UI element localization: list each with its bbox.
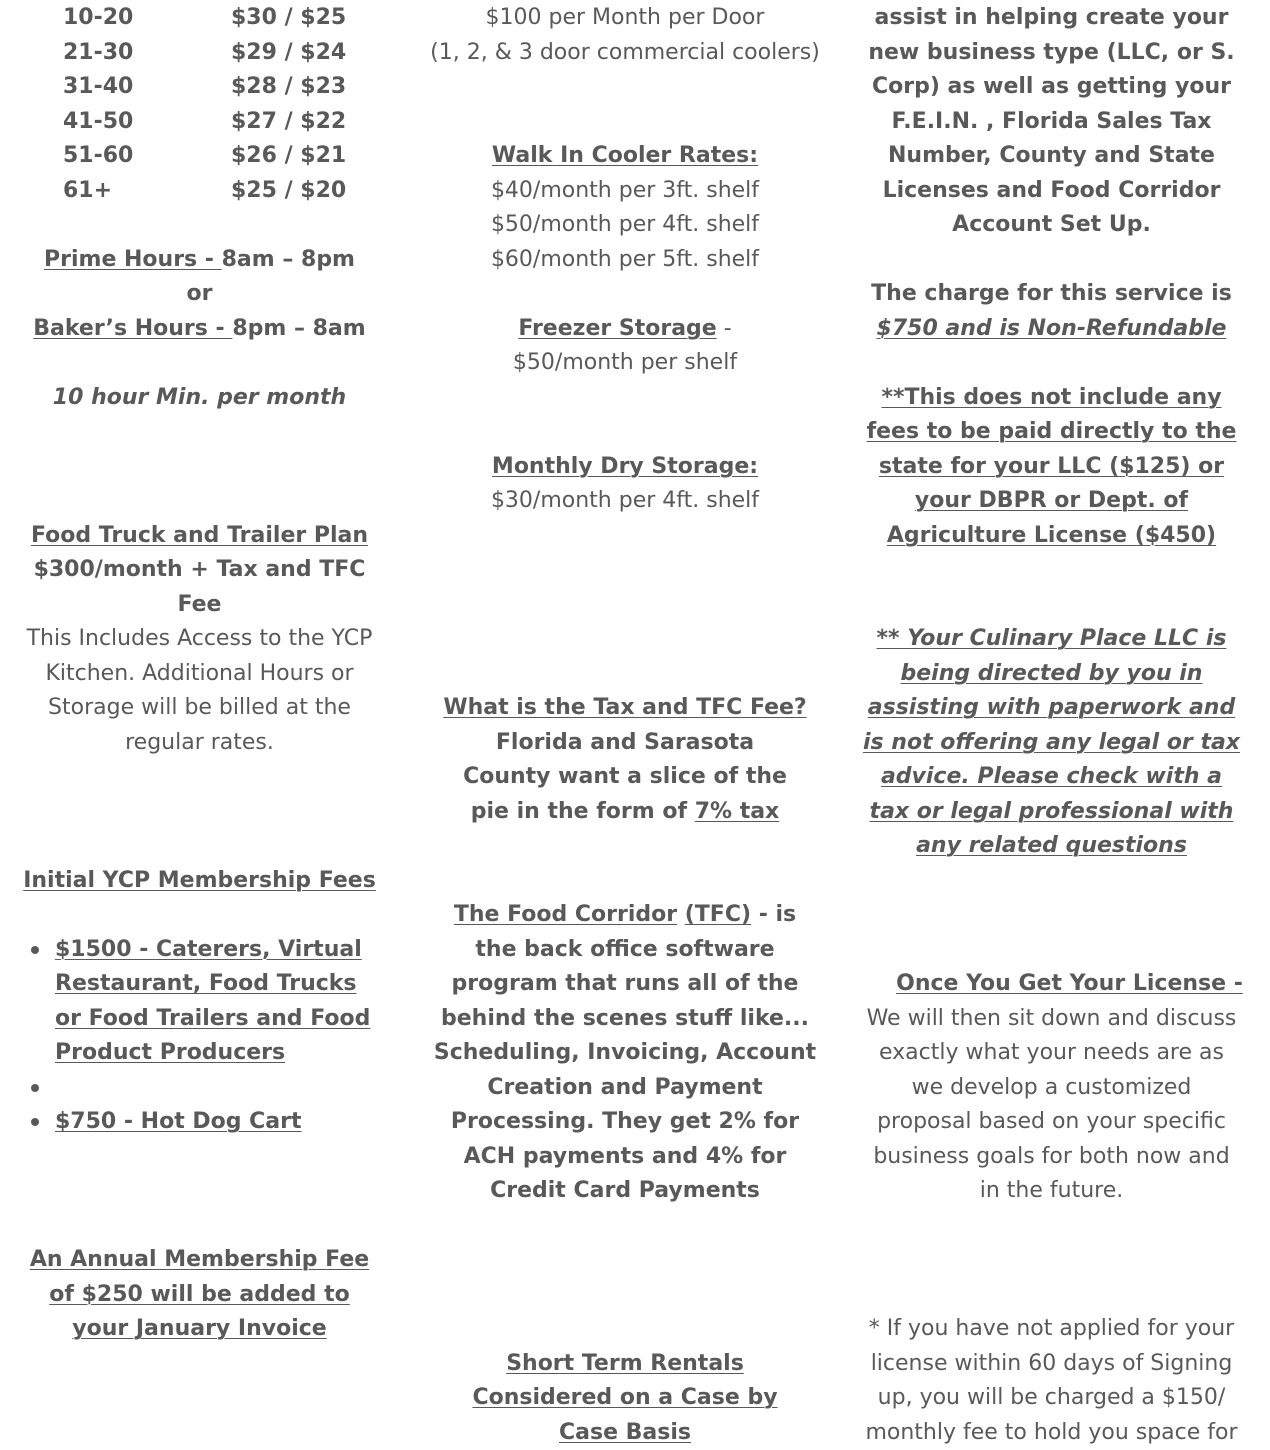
walk-in-rate: $40/month per 3ft. shelf (430, 174, 820, 209)
dry-storage-title: Monthly Dry Storage: (430, 450, 820, 485)
rate-row (22, 174, 377, 209)
rate-row (22, 70, 377, 105)
bakers-hours (22, 312, 377, 347)
service-charge: The charge for this service is (860, 277, 1243, 312)
late-application-note: * If you have not applied for your license within 60 days of Signing up, you will be charged a $150/ monthly fee to hold you space for (860, 1312, 1243, 1450)
left-column (22, 1, 377, 1347)
freezer-rate: $50/month per shelf (430, 346, 820, 381)
rate-row (22, 105, 377, 140)
service-charge-amount: $750 and is Non-Refundable (860, 312, 1243, 347)
rate-range: 61+ (63, 174, 112, 209)
membership-fee-item: $1500 - Caterers, Virtual Restaurant, Food Trucks or Food Trailers and Food Product Producers (22, 933, 377, 1071)
tfc-paragraph (430, 898, 820, 1209)
short-term-note: Short Term Rentals Considered on a Case by Case Basis (430, 1347, 820, 1450)
disclaimer: ** Your Culinary Place LLC is being directed by you in assisting with paperwork and is not offering any legal or tax advice. Please check with a tax or legal professional with any related questions (860, 622, 1243, 864)
rate-row (22, 36, 377, 71)
prime-hours-label: Prime Hours - (44, 247, 222, 272)
rate-price: $27 / $22 (231, 105, 346, 140)
freezer-title: Freezer Storage (518, 316, 716, 341)
door-rate-note: (1, 2, & 3 door commercial coolers) (430, 36, 820, 71)
prime-hours (22, 243, 377, 278)
food-truck-price: $300/month + Tax and TFC Fee (22, 553, 377, 622)
tax-answer (430, 726, 820, 830)
food-truck-description: This Includes Access to the YCP Kitchen. Additional Hours or Storage will be billed at the regular rates. (22, 622, 377, 760)
rate-range: 31-40 (63, 70, 133, 105)
rate-price: $26 / $21 (231, 139, 346, 174)
freezer-heading (430, 312, 820, 347)
walk-in-rate: $50/month per 4ft. shelf (430, 208, 820, 243)
bakers-hours-label: Baker’s Hours - (33, 316, 232, 341)
tfc-name: The Food Corridor (454, 902, 677, 927)
or-text: or (22, 277, 377, 312)
right-column (860, 1, 1243, 1450)
tax-question: What is the Tax and TFC Fee? (430, 691, 820, 726)
freezer-dash: - (717, 316, 732, 341)
tax-answer-text: Florida and Sarasota County want a slice of the pie in the form of (463, 730, 787, 824)
membership-fee-item: $750 - Hot Dog Cart (22, 1105, 377, 1140)
rate-price: $29 / $24 (231, 36, 346, 71)
dry-storage-rate: $30/month per 4ft. shelf (430, 484, 820, 519)
rate-price: $30 / $25 (231, 1, 346, 36)
rate-range: 51-60 (63, 139, 133, 174)
state-fees-note: **This does not include any fees to be paid directly to the state for your LLC ($125) or your DBPR or Dept. of Agriculture License ($450) (860, 381, 1243, 554)
walk-in-title: Walk In Cooler Rates: (430, 139, 820, 174)
rate-price: $25 / $20 (231, 174, 346, 209)
business-setup: assist in helping create your new business type (LLC, or S. Corp) as well as getting your F.E.I.N. , Florida Sales Tax Number, County and State Licenses and Food Corridor Account Set Up. (860, 1, 1243, 243)
tax-rate: 7% tax (695, 799, 780, 824)
rate-range: 21-30 (63, 36, 133, 71)
license-description: We will then sit down and discuss exactly what your needs are as we develop a customized proposal based on your specific business goals for both now and in the future. (860, 1002, 1243, 1209)
door-rate: $100 per Month per Door (430, 1, 820, 36)
annual-fee-note: An Annual Membership Fee of $250 will be added to your January Invoice (22, 1243, 377, 1347)
tfc-abbrev: (TFC) (685, 902, 751, 927)
rate-price: $28 / $23 (231, 70, 346, 105)
prime-hours-value: 8am – 8pm (222, 247, 355, 272)
walk-in-rate: $60/month per 5ft. shelf (430, 243, 820, 278)
membership-fee-list (22, 933, 377, 1140)
rate-row (22, 139, 377, 174)
tfc-description: - is the back office software program that runs all of the behind the scenes stuff like... Scheduling, Invoicing, Account Creation and Payment Processing. They get 2% for ACH payments and 4% for Credit Card Payments (434, 902, 816, 1203)
minimum-note: 10 hour Min. per month (22, 381, 377, 416)
food-truck-title: Food Truck and Trailer Plan (22, 519, 377, 554)
rate-range: 10-20 (63, 1, 133, 36)
middle-column (430, 1, 820, 1450)
rate-row (22, 1, 377, 36)
rate-range: 41-50 (63, 105, 133, 140)
rate-table (22, 1, 377, 208)
membership-title: Initial YCP Membership Fees (22, 864, 377, 899)
license-title: Once You Get Your License - (860, 967, 1243, 1002)
bakers-hours-value: 8pm – 8am (232, 316, 365, 341)
